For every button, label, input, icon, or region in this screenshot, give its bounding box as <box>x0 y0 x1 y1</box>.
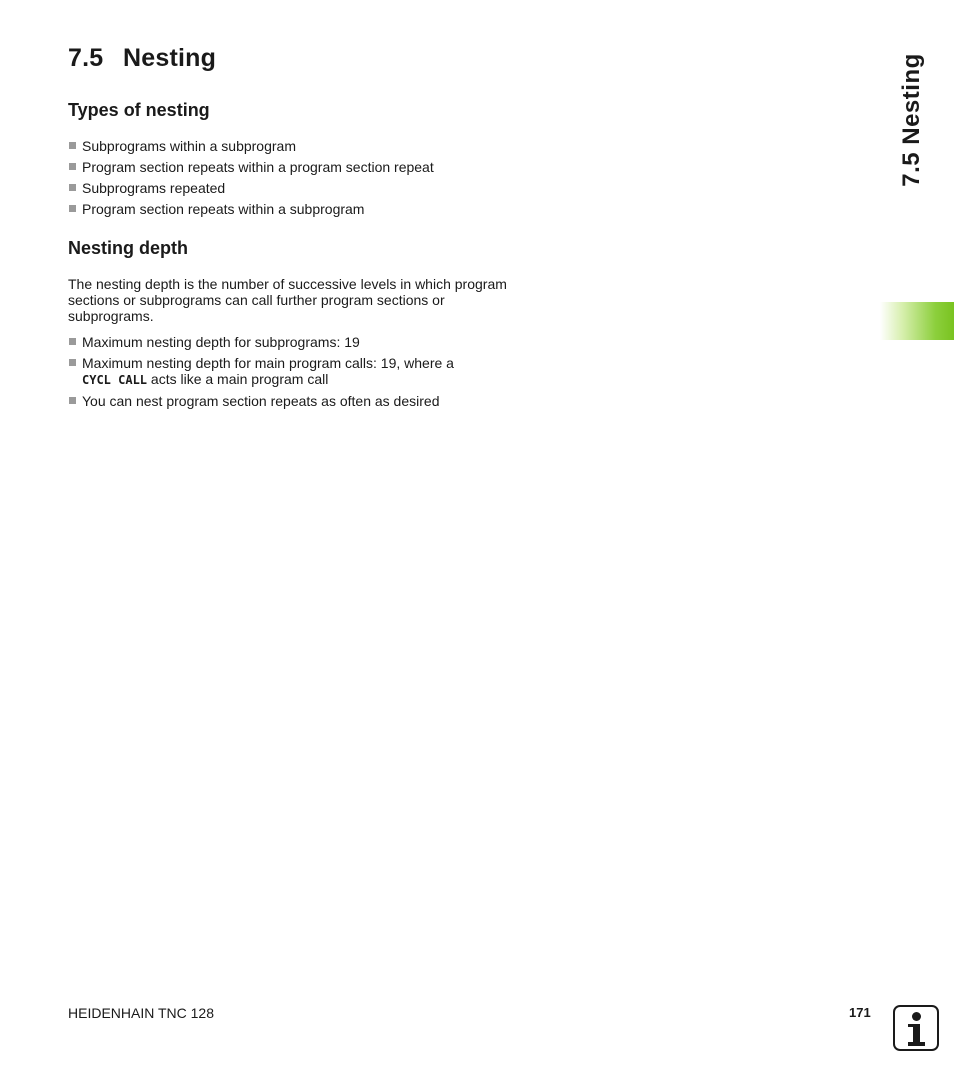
list-item: Subprograms within a subprogram <box>68 138 434 154</box>
square-bullet-icon <box>69 359 76 366</box>
page-title <box>68 44 216 73</box>
page-number: 171 <box>849 1005 871 1020</box>
list-item: Maximum nesting depth for main program calls: 19, where a CYCL CALL acts like a main program call <box>68 355 488 388</box>
list-item: You can nest program section repeats as often as desired <box>68 393 488 409</box>
nesting-depth-list <box>68 334 488 414</box>
square-bullet-icon <box>69 184 76 191</box>
list-item: Maximum nesting depth for subprograms: 19 <box>68 334 488 350</box>
square-bullet-icon <box>69 205 76 212</box>
square-bullet-icon <box>69 338 76 345</box>
list-item: Program section repeats within a program section repeat <box>68 159 434 175</box>
types-of-nesting-list <box>68 138 434 222</box>
square-bullet-icon <box>69 142 76 149</box>
section-number: 7.5 <box>68 44 104 72</box>
square-bullet-icon <box>69 163 76 170</box>
list-item: Subprograms repeated <box>68 180 434 196</box>
list-item: Program section repeats within a subprogram <box>68 201 434 217</box>
nesting-depth-heading: Nesting depth <box>68 238 188 258</box>
footer-product: HEIDENHAIN TNC 128 <box>68 1005 215 1021</box>
section-title: Nesting <box>123 44 217 72</box>
side-chapter-title <box>892 52 932 188</box>
square-bullet-icon <box>69 397 76 404</box>
chapter-tab <box>880 302 954 340</box>
cycl-call-code: CYCL CALL <box>82 373 148 387</box>
info-icon <box>893 1005 939 1051</box>
nesting-depth-paragraph: The nesting depth is the number of successive levels in which program sections or subprograms can call further program sections or subprograms. <box>68 276 507 324</box>
types-of-nesting-heading: Types of nesting <box>68 100 210 120</box>
side-chapter-title-text: 7.5 Nesting <box>898 53 925 187</box>
